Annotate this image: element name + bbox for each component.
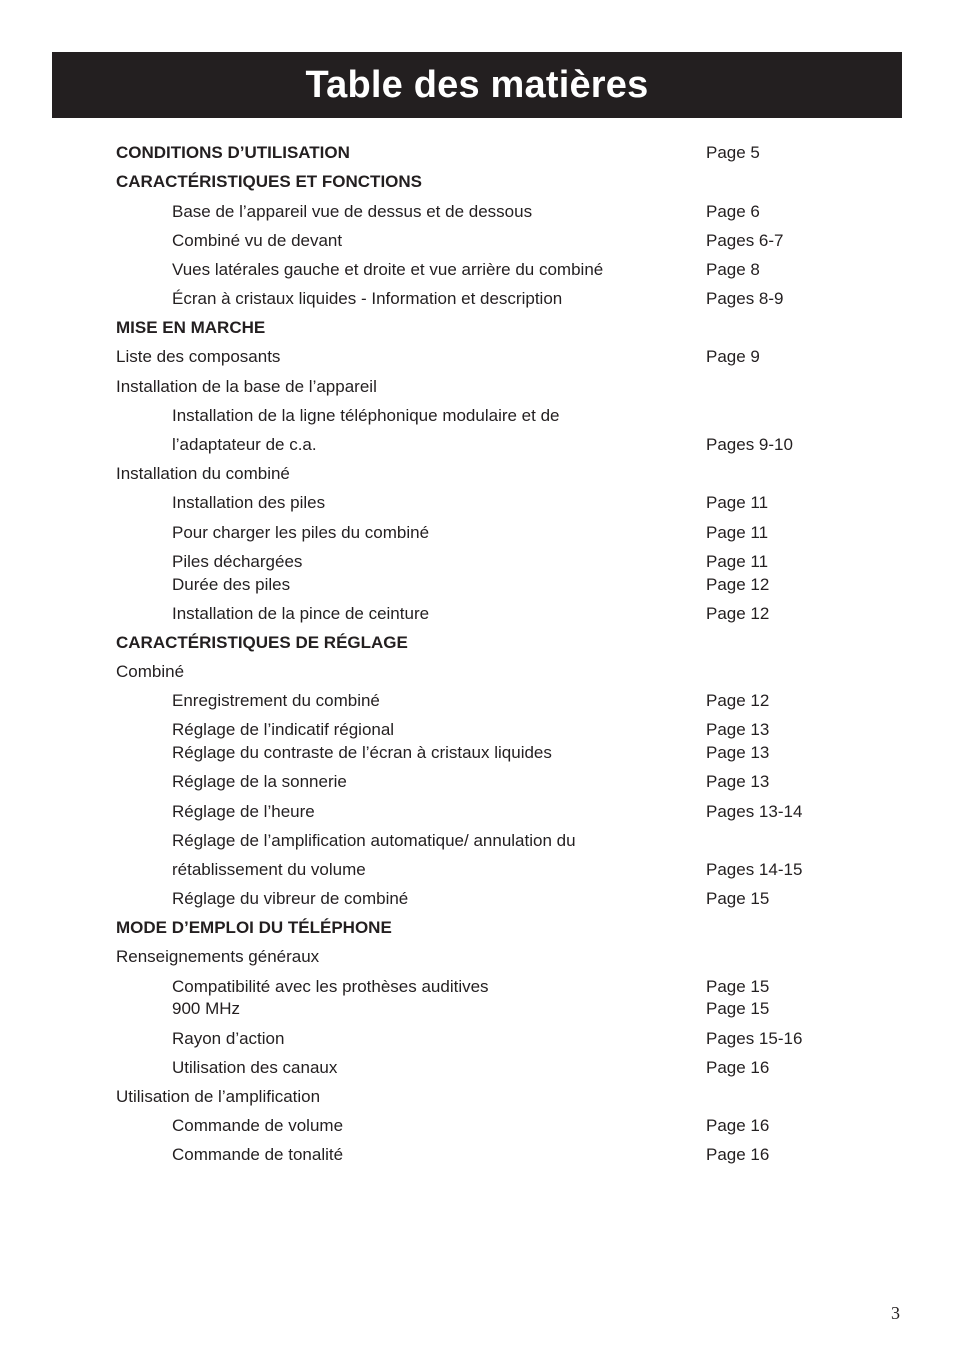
toc-entry — [0, 1144, 954, 1166]
toc-entry-page: Page 6 — [706, 202, 760, 221]
toc-entry — [0, 998, 954, 1020]
toc-entry — [0, 603, 954, 625]
toc-entry-page: Pages 13-14 — [706, 802, 803, 821]
toc-entry-label: Installation de la base de l’appareil — [116, 377, 377, 396]
toc-entry-page: Pages 14-15 — [706, 860, 803, 879]
toc-entry-label: Piles déchargées — [172, 552, 303, 571]
toc-entry — [0, 492, 954, 514]
toc-entry — [0, 434, 954, 456]
page-number: 3 — [891, 1303, 900, 1323]
toc-entry — [0, 917, 954, 939]
toc-entry-label: Durée des piles — [172, 575, 291, 594]
toc-entry-label: Réglage de la sonnerie — [172, 772, 347, 791]
toc-entry — [0, 742, 954, 764]
toc-entry — [0, 946, 954, 968]
toc-entry — [0, 888, 954, 910]
toc-entry — [0, 142, 954, 164]
toc-entry-label: Installation du combiné — [116, 464, 290, 483]
toc-entry — [0, 574, 954, 596]
toc-entry-page: Page 8 — [706, 260, 760, 279]
toc-entry — [0, 463, 954, 485]
toc-entry-label: Installation de la pince de ceinture — [172, 604, 430, 623]
toc-entry-label: Combiné — [116, 662, 185, 681]
toc-entry — [0, 771, 954, 793]
toc-entry-page: Page 15 — [706, 889, 770, 908]
toc-entry-label: Combiné vu de devant — [172, 231, 343, 250]
toc-entry-page: Page 5 — [706, 143, 760, 162]
toc-section-heading: MISE EN MARCHE — [116, 318, 266, 337]
toc-entry-label: Utilisation des canaux — [172, 1058, 338, 1077]
toc-entry-label: Installation des piles — [172, 493, 326, 512]
toc-entry-page: Pages 15-16 — [706, 1029, 803, 1048]
toc-entry-page: Page 16 — [706, 1058, 770, 1077]
toc-entry-label: rétablissement du volume — [172, 860, 366, 879]
toc-entry — [0, 288, 954, 310]
toc-entry — [0, 690, 954, 712]
toc-entry-page: Page 11 — [706, 523, 769, 542]
toc-entry — [0, 1057, 954, 1079]
toc-entry — [0, 259, 954, 281]
toc-entry-label: Utilisation de l’amplification — [116, 1087, 321, 1106]
toc-section-heading: CONDITIONS D’UTILISATION — [116, 143, 350, 162]
toc-entry-label: l’adaptateur de c.a. — [172, 435, 317, 454]
toc-entry — [0, 346, 954, 368]
toc-entry-label: Base de l’appareil vue de dessus et de dessous — [172, 202, 533, 221]
toc-entry-label: Compatibilité avec les prothèses auditives — [172, 977, 489, 996]
toc-entry — [0, 376, 954, 398]
toc-entry-label: Écran à cristaux liquides - Information et description — [172, 289, 563, 308]
toc-entry-page: Page 15 — [706, 977, 770, 996]
toc-entry-label: Vues latérales gauche et droite et vue arrière du combiné — [172, 260, 604, 279]
toc-entry-page: Pages 8-9 — [706, 289, 784, 308]
toc-entry-label: Commande de volume — [172, 1116, 344, 1135]
toc-entry-label: 900 MHz — [172, 999, 241, 1018]
toc-entry-page: Page 9 — [706, 347, 760, 366]
toc-entry-page: Page 11 — [706, 493, 769, 512]
toc-section-heading: MODE D’EMPLOI DU TÉLÉPHONE — [116, 918, 392, 937]
page-title: Table des matières — [305, 63, 649, 106]
toc-entry — [0, 522, 954, 544]
toc-entry-label: Renseignements généraux — [116, 947, 320, 966]
toc-entry-label: Commande de tonalité — [172, 1145, 344, 1164]
toc-entry-page: Page 11 — [706, 552, 769, 571]
toc-entry-page: Pages 6-7 — [706, 231, 784, 250]
toc-entry-page: Page 16 — [706, 1145, 770, 1164]
toc-entry-label: Enregistrement du combiné — [172, 691, 380, 710]
toc-entry-label: Réglage de l’heure — [172, 802, 315, 821]
toc-entry-label: Pour charger les piles du combiné — [172, 523, 430, 542]
toc-entry — [0, 632, 954, 654]
toc-section-heading: CARACTÉRISTIQUES ET FONCTIONS — [116, 172, 423, 191]
toc-entry — [0, 171, 954, 193]
toc-entry — [0, 1086, 954, 1108]
toc-entry-label: Réglage du contraste de l’écran à cristaux liquides — [172, 743, 552, 762]
toc-entry-label: Réglage de l’indicatif régional — [172, 720, 395, 739]
toc-entry-label: Liste des composants — [116, 347, 281, 366]
toc-entry — [0, 859, 954, 881]
toc-entry-page: Page 16 — [706, 1116, 770, 1135]
toc-entry-label: Réglage du vibreur de combiné — [172, 889, 409, 908]
toc-entry-label: Rayon d’action — [172, 1029, 285, 1048]
toc-section-heading: CARACTÉRISTIQUES DE RÉGLAGE — [116, 633, 408, 652]
toc-entry — [0, 661, 954, 683]
toc-entry-page: Page 12 — [706, 691, 770, 710]
toc-entry-page: Page 13 — [706, 772, 770, 791]
toc-entry-page: Page 13 — [706, 720, 770, 739]
toc-entry-label: Réglage de l’amplification automatique/ annulation du — [172, 831, 576, 850]
toc-entry — [0, 405, 954, 427]
toc-entry — [0, 317, 954, 339]
toc-entry — [0, 719, 954, 741]
toc-entry — [0, 1115, 954, 1137]
toc-entry — [0, 551, 954, 573]
toc-entry — [0, 976, 954, 998]
toc-entry-label: Installation de la ligne téléphonique modulaire et de — [172, 406, 560, 425]
toc-entry — [0, 230, 954, 252]
toc-entry — [0, 801, 954, 823]
toc-entry-page: Page 15 — [706, 999, 770, 1018]
toc-entry-page: Page 13 — [706, 743, 770, 762]
toc-entry-page: Pages 9-10 — [706, 435, 793, 454]
toc-entry — [0, 201, 954, 223]
toc-entry-page: Page 12 — [706, 575, 770, 594]
toc-entry-page: Page 12 — [706, 604, 770, 623]
toc-entry — [0, 1028, 954, 1050]
toc-entry — [0, 830, 954, 852]
